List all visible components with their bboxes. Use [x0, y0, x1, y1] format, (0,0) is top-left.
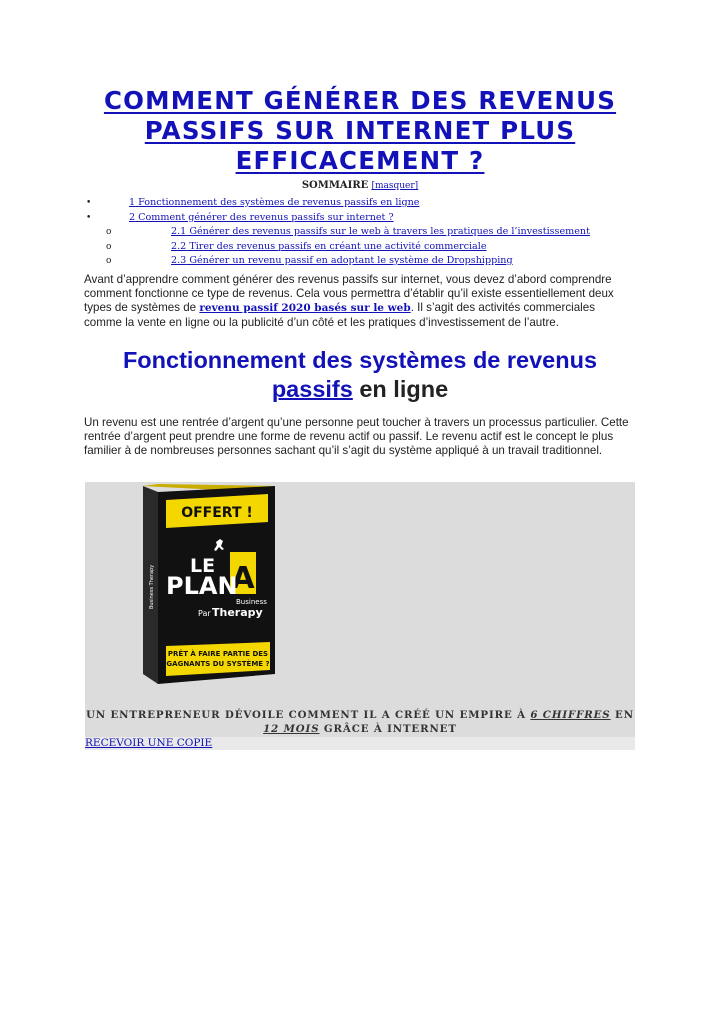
- cta-bar: [85, 737, 635, 750]
- toc-subitem[interactable]: [84, 254, 644, 269]
- toc-link: 2.3 Générer un revenu passif en adoptant le système de Dropshipping: [171, 255, 513, 266]
- toc-subitem[interactable]: [84, 225, 644, 240]
- spine-text: Business Therapy: [149, 564, 155, 609]
- product-box-image[interactable]: [140, 484, 275, 684]
- receive-copy-link[interactable]: RECEVOIR UNE COPIE: [85, 737, 213, 749]
- bullet: o: [106, 256, 112, 266]
- bullet: •: [86, 198, 92, 208]
- logo-therapy: Therapy: [212, 606, 263, 619]
- section-paragraph: Un revenu est une rentrée d’argent qu’une personne peut toucher à travers un processus particulier. Cette rentrée d’argent peut prendre une forme de revenu actif ou passif. Le revenu actif est le concept le plus familier à de nombreuses personnes sachant qu’il s’agit du système appliqué à un travail traditionnel.: [84, 416, 629, 458]
- tagline-line-1: PRÊT À FAIRE PARTIE DES: [167, 650, 269, 658]
- heading-link[interactable]: passifs: [271, 376, 353, 402]
- toc-link: 2 Comment générer des revenus passifs sur internet ?: [129, 211, 394, 223]
- toc-link: 2.2 Tirer des revenus passifs en créant une activité commerciale: [171, 240, 487, 252]
- toc-item[interactable]: [84, 211, 644, 226]
- toc-link: 2.1 Générer des revenus passifs sur le web à travers les pratiques de l’investissement: [171, 226, 590, 237]
- intro-paragraph: Avant d’apprendre comment générer des revenus passifs sur internet, vous devez d’abord comprendre comment fonctionne ce type de revenus. Cela vous permettra d’établir qu’il existe essentiellement deux types de systèmes de revenu passif 2020 basés sur le web. Il s’agit des activités commerciales comme la vente en ligne ou la publicité d’un côté et les pratiques d’investissement de l’autre.: [84, 273, 614, 329]
- inline-link[interactable]: revenu passif 2020 basés sur le web: [199, 302, 411, 315]
- bullet: •: [86, 212, 92, 223]
- table-of-contents: [84, 196, 644, 269]
- bullet: o: [106, 227, 112, 237]
- toc-item[interactable]: [84, 196, 644, 211]
- promo-caption[interactable]: UN ENTREPRENEUR DÉVOILE COMMENT IL A CRÉÉ UN EMPIRE À 6 CHIFFRES EN 12 MOIS GRÂCE À INTERNET: [86, 709, 634, 735]
- logo-le: LE: [190, 555, 216, 577]
- toc-link: 1 Fonctionnement des systèmes de revenus passifs en ligne: [129, 197, 420, 208]
- toc-heading: SOMMAIRE: [301, 180, 369, 191]
- logo-business: Business: [236, 598, 267, 606]
- bullet: o: [106, 241, 112, 252]
- toc-header: [84, 180, 636, 192]
- logo-a: A: [231, 561, 255, 596]
- tagline-line-2: GAGNANTS DU SYSTÈME ?: [166, 660, 270, 668]
- toc-toggle-link[interactable]: [masquer]: [371, 181, 419, 191]
- page-title: COMMENT GÉNÉRER DES REVENUS PASSIFS SUR INTERNET PLUS EFFICACEMENT ?: [103, 86, 617, 175]
- promo-banner[interactable]: [85, 482, 635, 750]
- offert-text: OFFERT !: [181, 505, 253, 521]
- logo-plan: PLAN: [166, 572, 238, 600]
- toc-subitem[interactable]: [84, 240, 644, 255]
- section-heading: Fonctionnement des systèmes de revenus passifs en ligne: [122, 347, 598, 402]
- logo-par: Par: [198, 609, 211, 618]
